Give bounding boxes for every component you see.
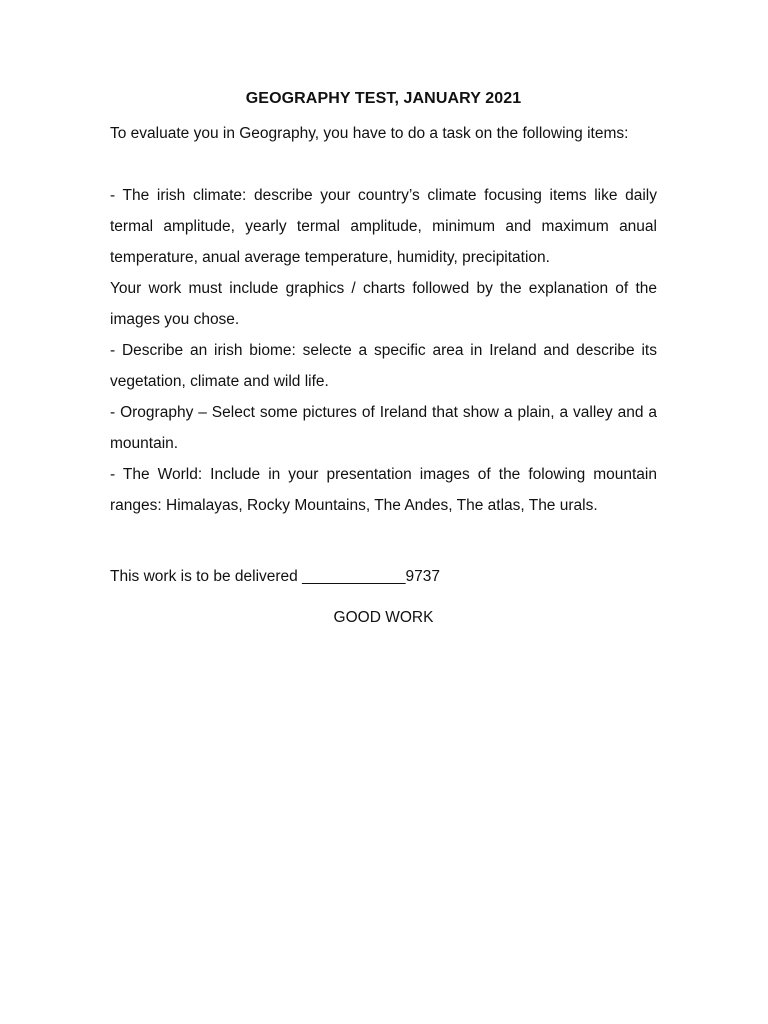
- blank-line: [110, 521, 657, 561]
- intro-paragraph: To evaluate you in Geography, you have to do a task on the following items:: [110, 125, 629, 142]
- delivery-line: This work is to be delivered ____________9737: [110, 568, 441, 585]
- document-title: GEOGRAPHY TEST, JANUARY 2021: [245, 90, 522, 107]
- task-item-world: - The World: Include in your presentation images of the folowing mountain ranges: Himalayas, Rocky Mountains, The Andes, The atlas, The urals.: [110, 466, 657, 514]
- document-body: [110, 86, 657, 633]
- blank-line: [110, 149, 657, 180]
- task-item-graphics-note: Your work must include graphics / charts followed by the explanation of the images you chose.: [110, 280, 657, 328]
- closing-text: GOOD WORK: [333, 609, 434, 626]
- task-item-climate: - The irish climate: describe your country’s climate focusing items like daily termal amplitude, yearly termal amplitude, minimum and maximum anual temperature, anual average temperature, humidity, precipitation.: [110, 187, 657, 266]
- task-item-orography: - Orography – Select some pictures of Ireland that show a plain, a valley and a mountain.: [110, 404, 657, 452]
- task-item-biome: - Describe an irish biome: selecte a specific area in Ireland and describe its vegetation, climate and wild life.: [110, 342, 657, 390]
